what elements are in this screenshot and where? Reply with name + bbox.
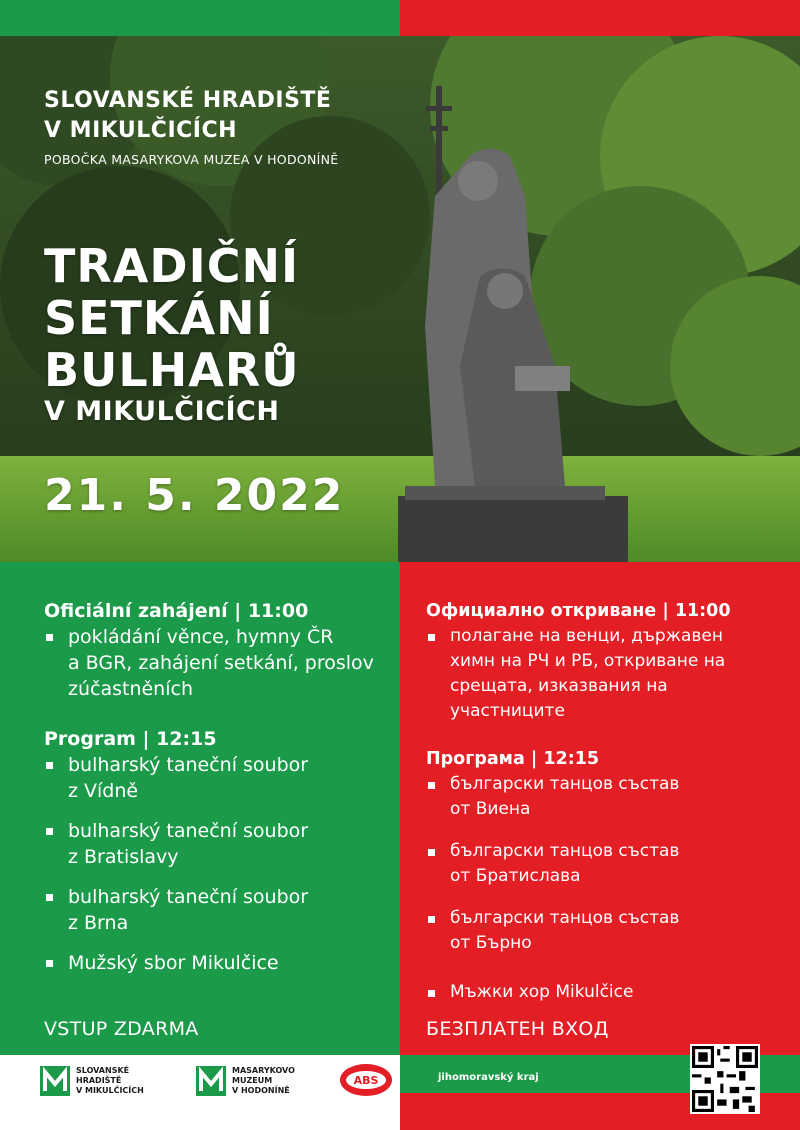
bulgarian-program: [426, 598, 786, 1005]
czech-opening-title: Oficiální zahájení | 11:00: [44, 600, 309, 622]
top-band-green: [0, 0, 400, 36]
qr-code-icon: [690, 1044, 760, 1114]
event-subtitle: V MIKULČICÍCH: [44, 396, 280, 427]
czech-program-item: bulharský taneční soubor z Bratislavy: [44, 818, 384, 870]
bulgarian-opening-item: полагане на венци, държавен химн на РЧ и РБ, откриване на срещата, изказвания на участниците: [426, 624, 786, 724]
bulgarian-opening-title: Официално откриване | 11:00: [426, 601, 731, 621]
bulgarian-entry-free: БЕЗПЛАТЕН ВХОД: [426, 1018, 609, 1040]
czech-program: [44, 598, 384, 976]
logo-text-slovanske-hradiste: SLOVANSKÉ HRADIŠTĚ V MIKULČICÍCH: [76, 1066, 144, 1095]
bulgarian-program-item: Мъжки хор Mikulčice: [426, 980, 786, 1005]
bulgarian-program-title: Програма | 12:15: [426, 749, 600, 769]
event-title: TRADIČNÍ SETKÁNÍ BULHARŮ: [44, 239, 300, 397]
event-date: 21. 5. 2022: [44, 470, 345, 521]
region-logo-text: jihomoravský kraj: [438, 1072, 539, 1083]
org-name: SLOVANSKÉ HRADIŠTĚ V MIKULČICÍCH: [44, 88, 332, 143]
slovanske-hradiste-logo-icon: [40, 1066, 70, 1096]
czech-program-item: bulharský taneční soubor z Brna: [44, 884, 384, 936]
czech-program-item: Mužský sbor Mikulčice: [44, 950, 384, 976]
bulgarian-program-item: български танцов състав от Виена: [426, 772, 786, 822]
top-band-red: [400, 0, 800, 36]
abs-logo-icon: [338, 1062, 394, 1098]
bulgarian-program-item: български танцов състав от Братислава: [426, 839, 786, 889]
czech-opening-item: pokládání věnce, hymny ČR a BGR, zahájení setkání, proslov zúčastněních: [44, 624, 384, 702]
bulgarian-program-item: български танцов състав от Бърно: [426, 906, 786, 956]
logo-text-masarykovo-muzeum: MASARYKOVO MUZEUM V HODONÍNĚ: [232, 1066, 295, 1095]
org-subtitle: POBOČKA MASARYKOVA MUZEA V HODONÍNĚ: [44, 152, 339, 167]
masarykovo-muzeum-logo-icon: [196, 1066, 226, 1096]
abs-logo-text: ABS: [353, 1074, 379, 1087]
czech-entry-free: VSTUP ZDARMA: [44, 1018, 199, 1040]
czech-program-title: Program | 12:15: [44, 728, 217, 750]
czech-program-item: bulharský taneční soubor z Vídně: [44, 752, 384, 804]
